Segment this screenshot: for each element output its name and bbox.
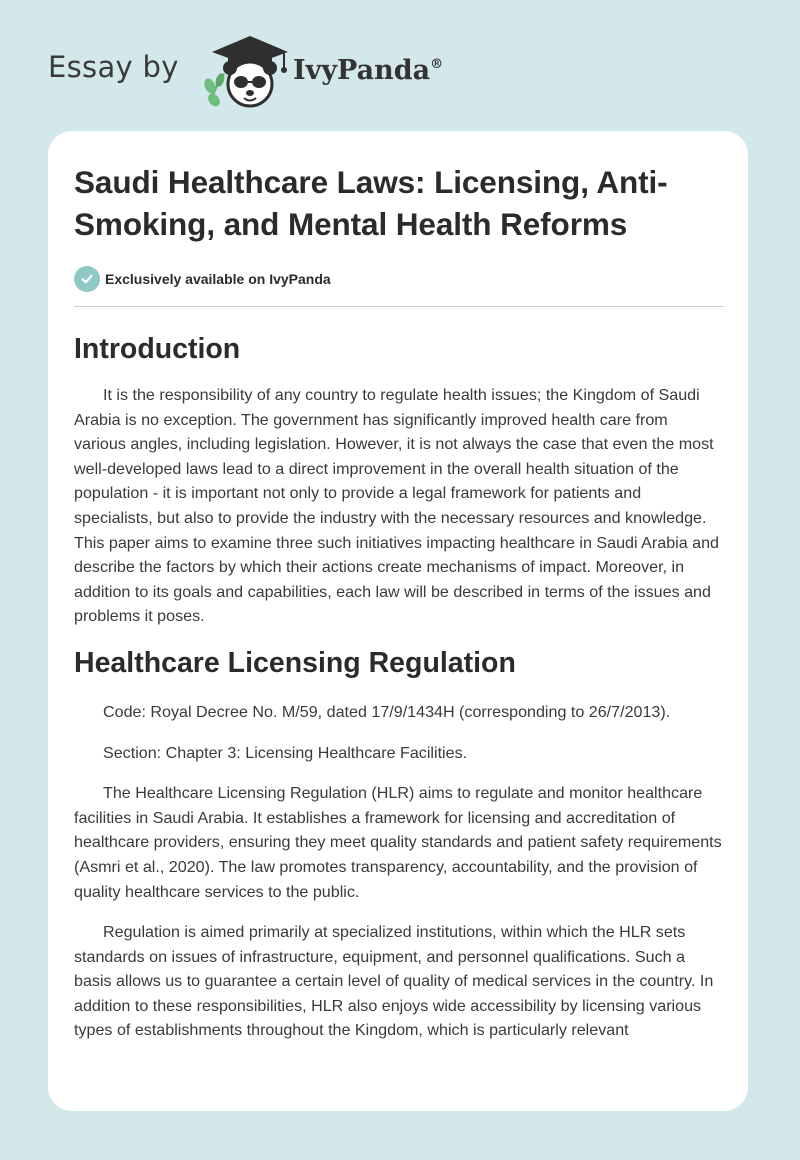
site-header [0, 0, 800, 130]
paragraph: The Healthcare Licensing Regulation (HLR) aims to regulate and monitor healthcare facilities in Saudi Arabia. It establishes a framework for licensing and accreditation of healthcare providers, ensuring they meet quality standards and patient safety requirements (Asmri et al., 2020). The law promotes transparency, accountability, and the provision of quality healthcare services to the public. [74, 784, 722, 901]
section-heading-licensing: Healthcare Licensing Regulation [74, 646, 516, 679]
badge-label: Exclusively available on IvyPanda [105, 271, 331, 287]
paragraph: It is the responsibility of any country to regulate health issues; the Kingdom of Saudi Arabia is no exception. The government has significantly improved health care from various angles, including legislation. However, it is not always the case that even the most well-developed laws lead to a direct improvement in the overall health situation of the population - it is important not only to provide a legal framework for patients and specialists, but also to provide the industry with the necessary resources and knowledge. This paper aims to examine three such initiatives impacting healthcare in Saudi Arabia and describe the factors by which their actions create mechanisms of impact. Moreover, in addition to its goals and capabilities, each law will be described in terms of the issues and problems it poses. [74, 386, 719, 626]
panda-graduate-logo-icon[interactable] [198, 30, 290, 112]
article-card [48, 131, 748, 1111]
paragraph-section: Section: Chapter 3: Licensing Healthcare Facilities. [103, 743, 468, 762]
section-heading-introduction: Introduction [74, 333, 241, 365]
paragraph-code: Code: Royal Decree No. M/59, dated 17/9/1434H (corresponding to 26/7/2013). [103, 702, 671, 721]
check-circle-icon [74, 266, 100, 292]
brand-name[interactable]: IvyPanda® [293, 55, 444, 86]
exclusive-badge [74, 266, 724, 292]
article-title: Saudi Healthcare Laws: Licensing, Anti-Smoking, and Mental Health Reforms [74, 164, 668, 242]
article-content [74, 161, 724, 1043]
paragraph: Regulation is aimed primarily at specialized institutions, within which the HLR sets standards on issues of infrastructure, equipment, and personnel qualifications. Such a basis allows us to guarantee a certain level of quality of medical services in the country. In addition to these responsibilities, HLR also enjoys wide accessibility by licensing various types of establishments throughout the Kingdom, which is particularly relevant [74, 923, 714, 1040]
divider [74, 306, 724, 307]
essay-by-label: Essay by [48, 50, 179, 84]
